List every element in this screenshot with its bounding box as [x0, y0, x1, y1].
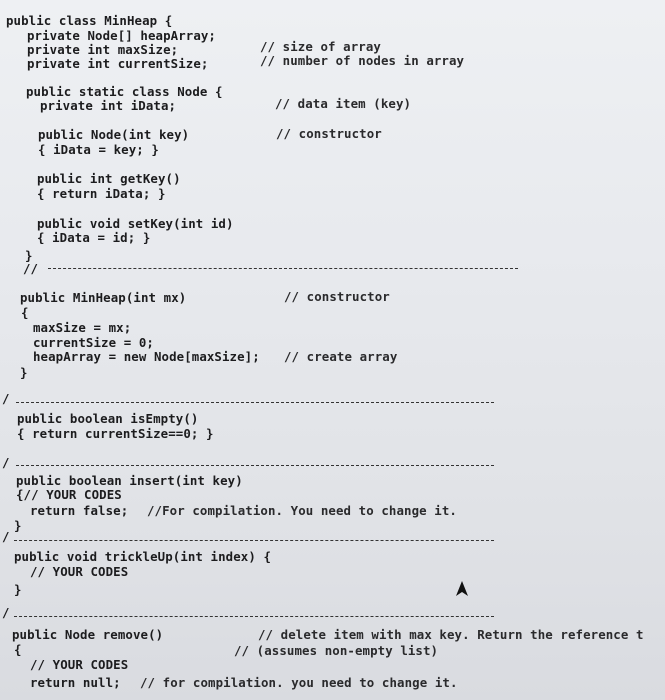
separator-mark-3: /	[2, 455, 10, 470]
assign-current-size: currentSize = 0;	[33, 335, 154, 350]
node-constructor-body: { iData = key; }	[38, 142, 159, 157]
trickleup-your-codes: // YOUR CODES	[30, 564, 129, 579]
node-class-close: }	[25, 248, 33, 263]
assign-max-size: maxSize = mx;	[33, 320, 132, 335]
node-constructor: public Node(int key)	[38, 127, 190, 142]
insert-your-codes: {// YOUR CODES	[16, 487, 122, 502]
remove-your-codes: // YOUR CODES	[30, 657, 129, 672]
comment-data-item: // data item (key)	[275, 96, 412, 111]
field-max-size: private int maxSize;	[27, 42, 179, 57]
comment-insert-compilation: //For compilation. You need to change it.	[147, 503, 457, 518]
class-declaration: public class MinHeap {	[6, 13, 173, 28]
setkey-body: { iData = id; }	[37, 230, 151, 245]
trickleup-method: public void trickleUp(int index) {	[14, 549, 272, 564]
separator-mark-4: /	[2, 529, 10, 544]
comment-minheap-constructor: // constructor	[284, 289, 390, 304]
field-current-size: private int currentSize;	[27, 56, 209, 71]
separator-comment-1: //	[23, 261, 39, 276]
setkey-method: public void setKey(int id)	[37, 216, 234, 231]
remove-open-brace: {	[14, 642, 22, 657]
insert-method: public boolean insert(int key)	[16, 473, 243, 488]
remove-return-null: return null;	[30, 675, 121, 690]
insert-return-false: return false;	[30, 503, 129, 518]
separator-line-3	[16, 465, 494, 466]
comment-create-array: // create array	[284, 349, 398, 364]
assign-heap-array: heapArray = new Node[maxSize];	[33, 349, 260, 364]
comment-delete-max-key: // delete item with max key. Return the reference t	[258, 627, 644, 642]
isempty-body: { return currentSize==0; }	[17, 426, 214, 441]
comment-node-constructor: // constructor	[276, 126, 382, 141]
remove-method: public Node remove()	[12, 627, 164, 642]
comment-assumes-non-empty: // (assumes non-empty list)	[234, 643, 439, 658]
node-class-declaration: public static class Node {	[26, 84, 223, 99]
comment-remove-compilation: // for compilation. you need to change it.	[140, 675, 458, 690]
field-heap-array: private Node[] heapArray;	[27, 28, 216, 43]
field-idata: private int iData;	[40, 98, 177, 113]
trickleup-close-brace: }	[14, 582, 22, 597]
separator-line-5	[14, 616, 494, 617]
constructor-close-brace: }	[20, 365, 28, 380]
separator-mark-5: /	[2, 605, 10, 620]
separator-line-2	[16, 402, 494, 403]
separator-line-4	[14, 540, 494, 541]
getkey-body: { return iData; }	[37, 186, 166, 201]
separator-line-1	[48, 268, 518, 269]
isempty-method: public boolean isEmpty()	[17, 411, 199, 426]
insert-close-brace: }	[14, 518, 22, 533]
mouse-pointer-icon	[455, 580, 469, 598]
comment-size-of-array: // size of array	[260, 39, 381, 54]
constructor-open-brace: {	[21, 305, 29, 320]
comment-number-of-nodes: // number of nodes in array	[260, 53, 465, 68]
minheap-constructor: public MinHeap(int mx)	[20, 290, 187, 305]
separator-mark-2: /	[2, 391, 10, 406]
getkey-method: public int getKey()	[37, 171, 181, 186]
